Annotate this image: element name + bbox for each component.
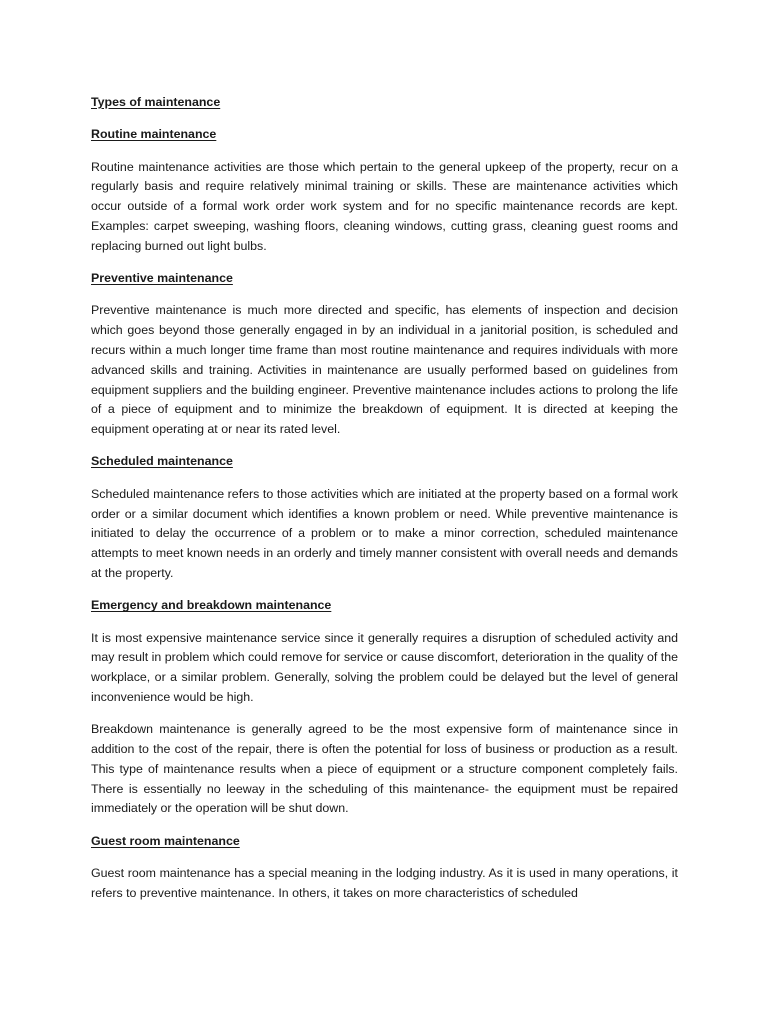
section-heading-scheduled: Scheduled maintenance: [91, 454, 233, 469]
section-heading-guest-room: Guest room maintenance: [91, 833, 240, 848]
document-title: Types of maintenance: [91, 95, 221, 109]
section-heading-preventive: Preventive maintenance: [91, 271, 233, 286]
paragraph-preventive: Preventive maintenance is much more directed and specific, has elements of inspection and decision which goes beyond those generally engaged in by an individual in a janitorial position, is scheduled and recurs within a much longer time frame than most routine maintenance and requires individuals with more advanced skills and training. Activities in maintenance are usually performed based on guidelines from equipment suppliers and the building engineer. Preventive maintenance includes actions to prolong the life of a piece of equipment and to minimize the breakdown of equipment. It is directed at keeping the equipment operating at or near its rated level.: [91, 303, 678, 437]
paragraph-scheduled: Scheduled maintenance refers to those activities which are initiated at the property based on a formal work order or a similar document which identifies a known problem or need. While preventive maintenance is initiated to delay the occurrence of a problem or to make a minor correction, scheduled maintenance attempts to meet known needs in an orderly and timely manner consistent with overall needs and demands at the property.: [91, 486, 678, 580]
paragraph-breakdown: Breakdown maintenance is generally agreed to be the most expensive form of maintenance since in addition to the cost of the repair, there is often the potential for loss of business or production as a result. This type of maintenance results when a piece of equipment or a structure component completely fails. There is essentially no leeway in the scheduling of this maintenance- the equipment must be repaired immediately or the operation will be shut down.: [91, 722, 678, 816]
document-page: [91, 93, 678, 916]
paragraph-guest-room: Guest room maintenance has a special meaning in the lodging industry. As it is used in many operations, it refers to preventive maintenance. In others, it takes on more characteristics of scheduled: [91, 866, 678, 900]
paragraph-routine: Routine maintenance activities are those which pertain to the general upkeep of the property, recur on a regularly basis and require relatively minimal training or skills. These are maintenance activities which occur outside of a formal work order work system and for no specific maintenance records are kept. Examples: carpet sweeping, washing floors, cleaning windows, cutting grass, cleaning guest rooms and replacing burned out light bulbs.: [91, 159, 678, 253]
paragraph-emergency: It is most expensive maintenance service since it generally requires a disruption of scheduled activity and may result in problem which could remove for service or cause discomfort, deterioration in the quality of the workplace, or a similar problem. Generally, solving the problem could be delayed but the level of general inconvenience would be high.: [91, 630, 678, 704]
section-heading-routine: Routine maintenance: [91, 127, 217, 142]
section-heading-emergency: Emergency and breakdown maintenance: [91, 598, 332, 613]
